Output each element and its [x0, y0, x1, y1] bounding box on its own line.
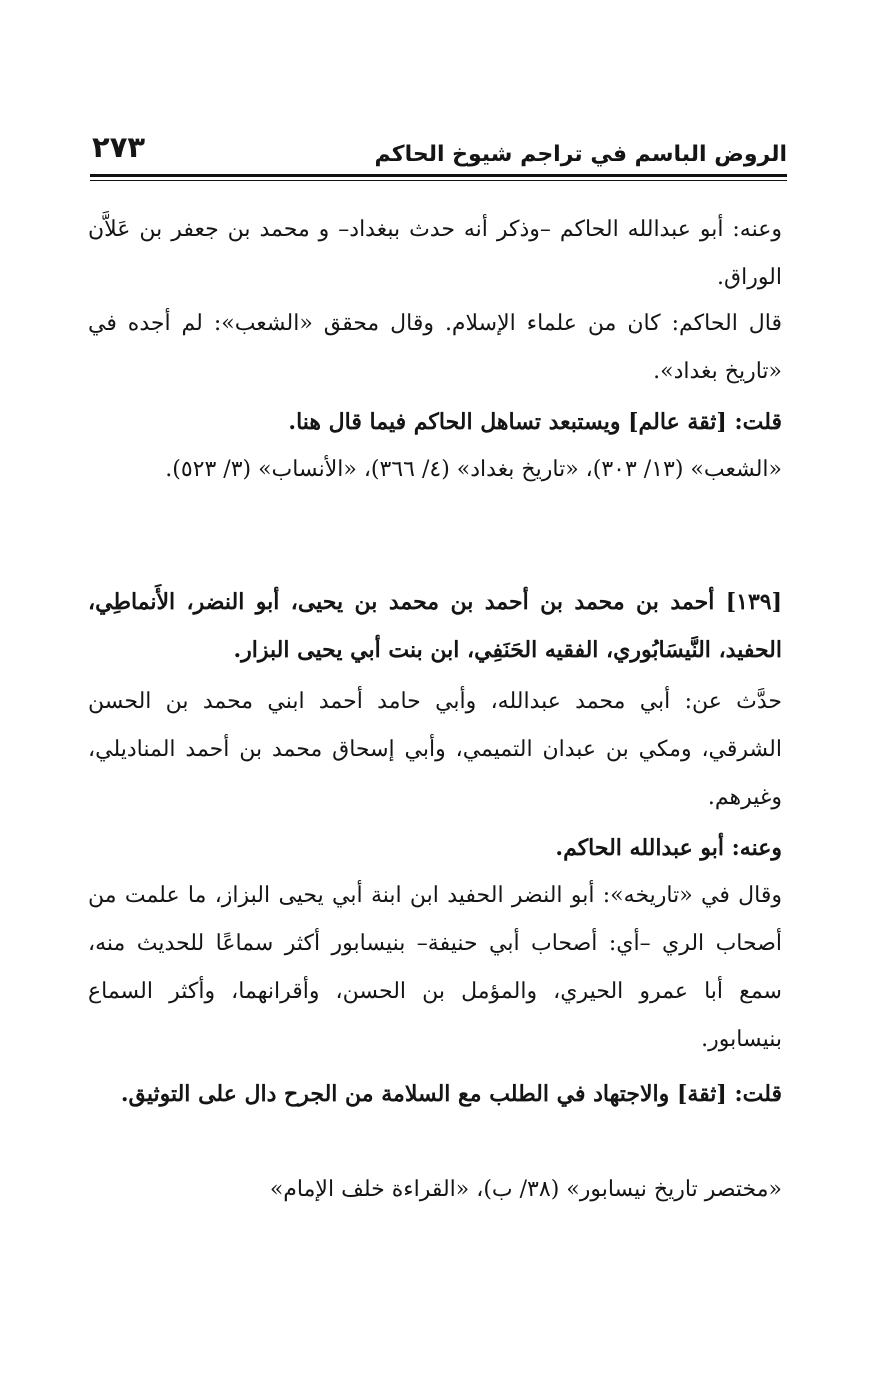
running-header [92, 128, 787, 172]
paragraph-tarikh-quote: وقال في «تاريخه»: أبو النضر الحفيد ابن ابنة أبي يحيى البزاز، ما علمت من أصحاب الري –أي: أصحاب أبي حنيفة– بنيسابور أكثر سماعًا للحديث منه، سمع أبا عمرو الحيري، والمؤمل بن الحسن، وأقرانهما، وأكثر السماع بنيسابور. [88, 883, 782, 1052]
paragraph-sources: «الشعب» (١٣/ ٣٠٣)، «تاريخ بغداد» (٤/ ٣٦٦)، «الأنساب» (٣/ ٥٢٣). [165, 457, 782, 482]
entry-heading-139: [١٣٩] أحمد بن محمد بن أحمد بن محمد بن يحيى، أبو النضر، الأَنماطِي، الحفيد، النَّيسَابُوري، الفقيه الحَنَفِي، ابن بنت أبي يحيى البزار. [88, 589, 782, 663]
paragraph-sources: «مختصر تاريخ نيسابور» (٣٨/ ب)، «القراءة خلف الإمام» [269, 1177, 782, 1202]
paragraph-hakim-statement: قال الحاكم: كان من علماء الإسلام. وقال محقق «الشعب»: لم أجده في «تاريخ بغداد». [88, 311, 782, 384]
paragraph-author-verdict: قلت: [ثقة] والاجتهاد في الطلب مع السلامة من الجرح دال على التوثيق. [120, 1081, 782, 1107]
page-number: ٢٧٣ [92, 130, 146, 164]
header-rule-thin [90, 180, 787, 181]
paragraph-author-verdict: قلت: [ثقة عالم] ويستبعد تساهل الحاكم فيما قال هنا. [288, 409, 782, 435]
paragraph-narrators-from: وعنه: أبو عبدالله الحاكم –وذكر أنه حدث ببغداد– و محمد بن جعفر بن عَلاَّن الوراق. [88, 217, 782, 290]
paragraph-narrators-from: وعنه: أبو عبدالله الحاكم. [555, 835, 782, 861]
running-header-title: الروض الباسم في تراجم شيوخ الحاكم [374, 142, 787, 167]
header-rule-thick [90, 174, 787, 177]
paragraph-narrated-from: حدَّث عن: أبي محمد عبدالله، وأبي حامد أحمد ابني محمد بن الحسن الشرقي، ومكي بن عبدان التميمي، وأبي إسحاق محمد بن أحمد المناديلي، وغيرهم. [88, 689, 782, 810]
